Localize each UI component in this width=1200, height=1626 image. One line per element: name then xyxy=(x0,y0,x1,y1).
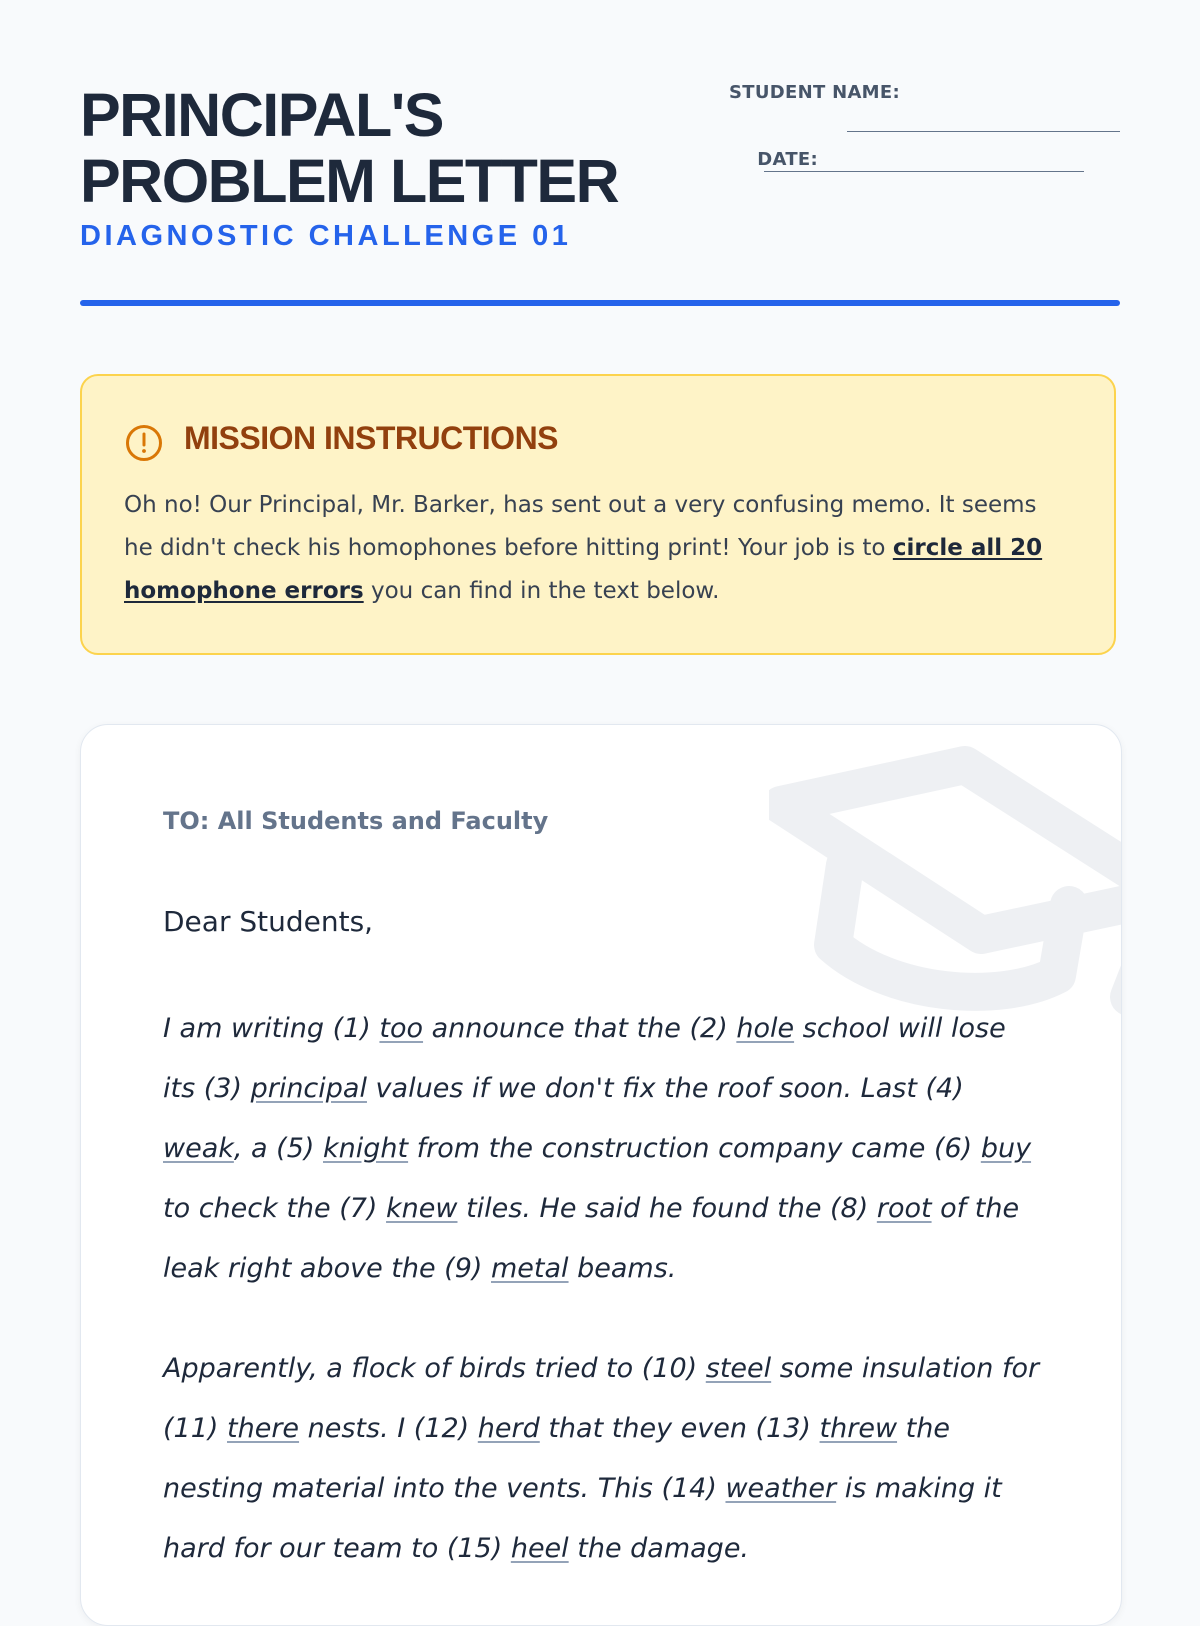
letter-greeting: Dear Students, xyxy=(163,905,374,938)
letter-text: announce that the (2) xyxy=(423,1013,737,1044)
title-line-1: PRINCIPAL'S xyxy=(80,81,443,149)
letter-text: values if we don't fix the roof soon. Last (4) xyxy=(366,1073,964,1104)
alert-circle-icon xyxy=(125,424,163,462)
homophone-word[interactable]: buy xyxy=(980,1133,1032,1164)
letter-text: Apparently, a flock of birds tried to (10) xyxy=(163,1353,706,1384)
instructions-text-after: you can find in the text below. xyxy=(363,578,720,604)
homophone-word[interactable]: herd xyxy=(477,1413,540,1444)
homophone-word[interactable]: knew xyxy=(386,1193,458,1224)
letter-text: of the leak right above the (9) xyxy=(163,1193,1020,1284)
letter-recipient: TO: All Students and Faculty xyxy=(163,807,549,835)
student-name-field[interactable] xyxy=(847,131,1120,132)
letter-text: that they even (13) xyxy=(539,1413,820,1444)
homophone-word[interactable]: steel xyxy=(705,1353,772,1384)
homophone-word[interactable]: heel xyxy=(510,1533,569,1564)
student-name-label: STUDENT NAME: xyxy=(728,82,900,103)
homophone-word[interactable]: knight xyxy=(323,1133,409,1164)
letter-paragraph-1 xyxy=(163,999,1043,1299)
letter-text: I am writing (1) xyxy=(163,1013,380,1044)
page-title xyxy=(80,82,618,214)
date-field[interactable] xyxy=(764,171,1084,172)
homophone-word[interactable]: root xyxy=(876,1193,932,1224)
page-subtitle: DIAGNOSTIC CHALLENGE 01 xyxy=(80,220,572,252)
title-line-2: PROBLEM LETTER xyxy=(80,147,619,215)
homophone-word[interactable]: too xyxy=(379,1013,424,1044)
homophone-word[interactable]: metal xyxy=(491,1253,569,1284)
letter-paragraph-2 xyxy=(163,1339,1043,1579)
letter-text: some insulation for (11) xyxy=(163,1353,1040,1444)
header-divider xyxy=(80,300,1120,306)
date-label: DATE: xyxy=(757,149,818,170)
homophone-word[interactable]: threw xyxy=(819,1413,898,1444)
homophone-word[interactable]: weak xyxy=(163,1133,234,1164)
instructions-text xyxy=(124,484,1064,613)
letter-text: beams. xyxy=(568,1253,677,1284)
instructions-text-before: Oh no! Our Principal, Mr. Barker, has sent out a very confusing memo. It seems he didn't check his homophones before hitting print! Your job is to xyxy=(124,492,1037,561)
letter-text: is making it hard for our team to (15) xyxy=(163,1473,1002,1564)
instructions-title: MISSION INSTRUCTIONS xyxy=(184,420,559,456)
instructions-box xyxy=(80,374,1116,655)
letter-text: the nesting material into the vents. This (14) xyxy=(163,1413,950,1504)
homophone-word[interactable]: hole xyxy=(736,1013,795,1044)
letter-text: school will lose its (3) xyxy=(163,1013,1006,1104)
homophone-word[interactable]: principal xyxy=(250,1073,367,1104)
letter-text: nests. I (12) xyxy=(299,1413,478,1444)
letter-text: , a (5) xyxy=(233,1133,323,1164)
homophone-word[interactable]: weather xyxy=(725,1473,837,1504)
letter-text: tiles. He said he found the (8) xyxy=(457,1193,877,1224)
letter-card xyxy=(80,724,1122,1626)
worksheet-page xyxy=(80,0,1120,1600)
letter-text: from the construction company came (6) xyxy=(408,1133,981,1164)
letter-text: to check the (7) xyxy=(163,1193,387,1224)
instructions-emphasis: circle all 20 homophone errors xyxy=(124,535,1043,604)
homophone-word[interactable]: there xyxy=(227,1413,300,1444)
letter-text: the damage. xyxy=(568,1533,750,1564)
